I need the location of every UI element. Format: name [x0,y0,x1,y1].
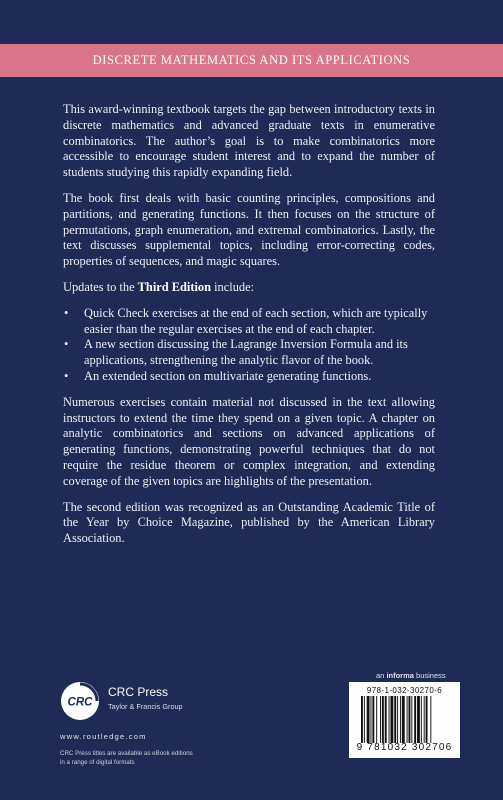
paragraph-contents: The book first deals with basic counting principles, compositions and partitions, and generating functions. It then focuses on the structure of permutations, graph enumeration, and extremal combinatorics. Lastly, the text discusses supplemental topics, including error-correcting codes, properties of sequences, and magic squares. [63,190,435,269]
barcode-bar [424,696,425,743]
crc-press-logo-icon [60,681,100,721]
informa-tagline: an informa business [376,671,446,680]
bullet-marker: • [64,305,69,320]
bullet-marker: • [64,337,69,352]
barcode-bar [421,696,422,743]
updates-list [63,306,435,385]
barcode-bar [390,696,393,743]
bullet-marker: • [64,368,69,383]
paragraph-updates-intro: Updates to the Third Edition include: [63,279,255,294]
ebook-note: CRC Press titles are available as eBook editions in a range of digital formats [60,750,193,766]
paragraph-exercises: Numerous exercises contain material not discussed in the text allowing instructors to extend the time they spend on a given topic. A chapter on analytic combinatorics and sections on advanced applications of generating functions, demonstrating powerful techniques that do not require the residue theorem or complex integration, and extending coverage of the given topics are highlights of the presentation. [63,394,435,488]
barcode-bar [409,696,411,743]
logo-text: CRC [67,696,93,709]
list-item: • An extended section on multivariate generating functions. [64,368,372,383]
barcode-bar [361,696,363,743]
barcode-bar [372,696,374,743]
publisher-name: CRC Press [108,685,169,699]
list-item: • A new section discussing the Lagrange Inversion Formula and its applications, strengthening the analytic flavor of the book. [64,337,408,368]
isbn-text: 978-1-032-30270-6 [366,686,443,695]
series-title: DISCRETE MATHEMATICS AND ITS APPLICATIONS [92,53,411,67]
barcode-bar [385,696,387,743]
back-cover-text [63,102,435,557]
publisher-group: Taylor & Francis Group [108,702,183,711]
list-item: • Quick Check exercises at the end of each section, which are typically easier than the regular exercises at the end of each chapter. [64,305,428,336]
barcode-bar [397,696,398,743]
barcode-bar [394,696,396,743]
paragraph-award: The second edition was recognized as an Outstanding Academic Title of the Year by Choice Magazine, published by the American Library Association. [63,499,435,546]
barcode-bar [407,696,408,743]
barcode-bar [376,696,377,743]
barcode-bar [417,696,420,743]
isbn-digits: 9 781032 302706 [356,742,453,753]
barcode-bar [389,696,390,743]
series-banner [0,44,503,77]
barcode-bar [367,696,370,743]
barcode-bars [361,696,453,743]
barcode-bar [371,696,372,743]
barcode-bar [426,696,428,743]
edition-label: Third Edition [137,279,212,294]
barcode [349,682,460,758]
barcode-bar [380,696,381,743]
barcode-bar [414,696,416,743]
barcode-bar [382,696,384,743]
barcode-bar [430,696,431,743]
barcode-bar [400,696,401,743]
publisher-url: www.routledge.com [60,732,147,741]
barcode-bar [364,696,365,743]
paragraph-intro: This award-winning textbook targets the gap between introductory texts in discrete mathematics and advanced graduate texts in enumerative combinatorics. The author’s goal is to make combinatorics more accessible to encourage student interest and to expand the number of students studying this rapidly expanding field. [63,102,435,180]
barcode-bar [402,696,405,743]
barcode-bar [411,696,412,743]
